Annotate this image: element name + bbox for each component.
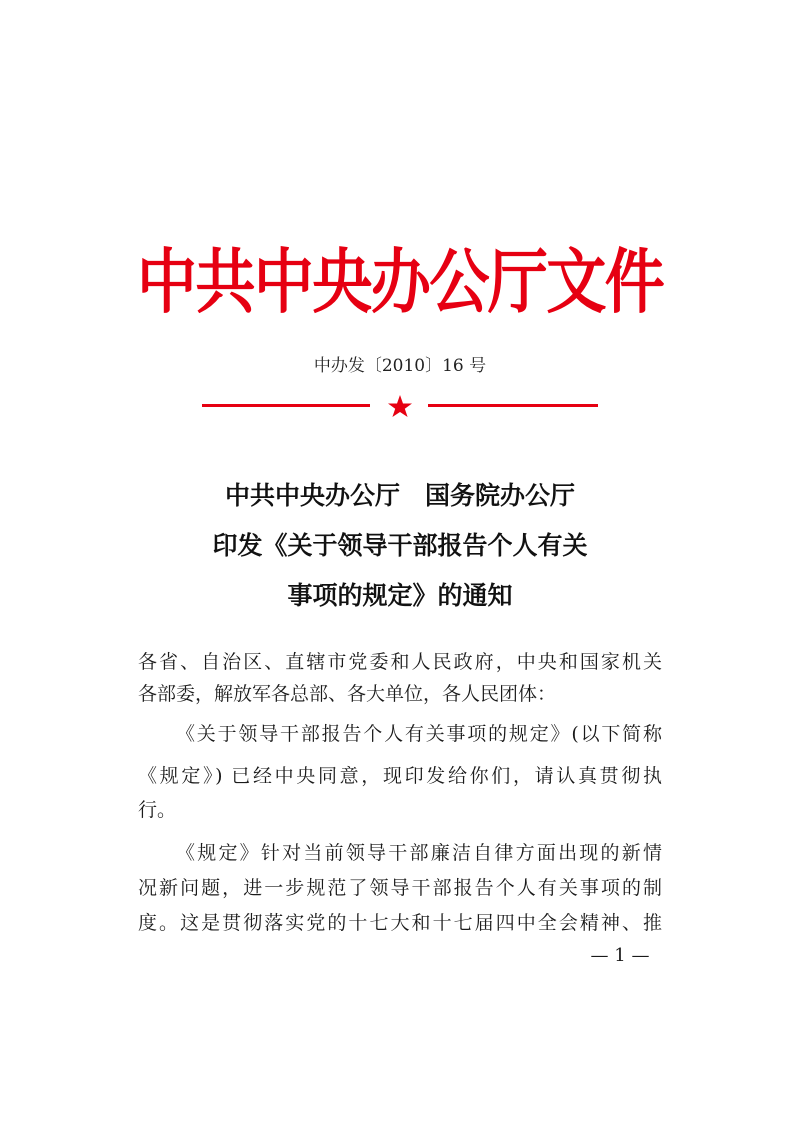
masthead-title: 中共中央办公厅文件	[136, 240, 664, 323]
paragraph-2-line-2: 况新问题，进一步规范了领导干部报告个人有关事项的制	[138, 877, 662, 899]
notice-title-line-2: 印发《关于领导干部报告个人有关	[212, 531, 588, 560]
divider-line-right	[428, 404, 598, 407]
addressee-line-1: 各省、自治区、直辖市党委和人民政府，中央和国家机关	[138, 651, 662, 673]
paragraph-1-line-3: 行。	[138, 799, 177, 821]
notice-title-line-3: 事项的规定》的通知	[287, 581, 513, 610]
paragraph-1-line-2: 《规定》) 已经中央同意，现印发给你们，请认真贯彻执	[138, 765, 662, 787]
paragraph-2-line-3: 度。这是贯彻落实党的十七大和十七届四中全会精神、推	[138, 912, 662, 934]
notice-title-line-1: 中共中央办公厅 国务院办公厅	[224, 481, 575, 510]
red-divider	[200, 394, 600, 418]
star-icon	[385, 394, 415, 418]
document-number: 中办发〔2010〕16 号	[313, 356, 487, 376]
divider-line-left	[202, 404, 370, 407]
paragraph-1-line-1: 《关于领导干部报告个人有关事项的规定》(以下简称	[176, 723, 662, 745]
page-number: — 1 —	[590, 945, 650, 966]
paragraph-2-line-1: 《规定》针对当前领导干部廉洁自律方面出现的新情	[176, 842, 662, 864]
addressee-line-2: 各部委，解放军各总部、各大单位，各人民团体：	[138, 683, 557, 705]
